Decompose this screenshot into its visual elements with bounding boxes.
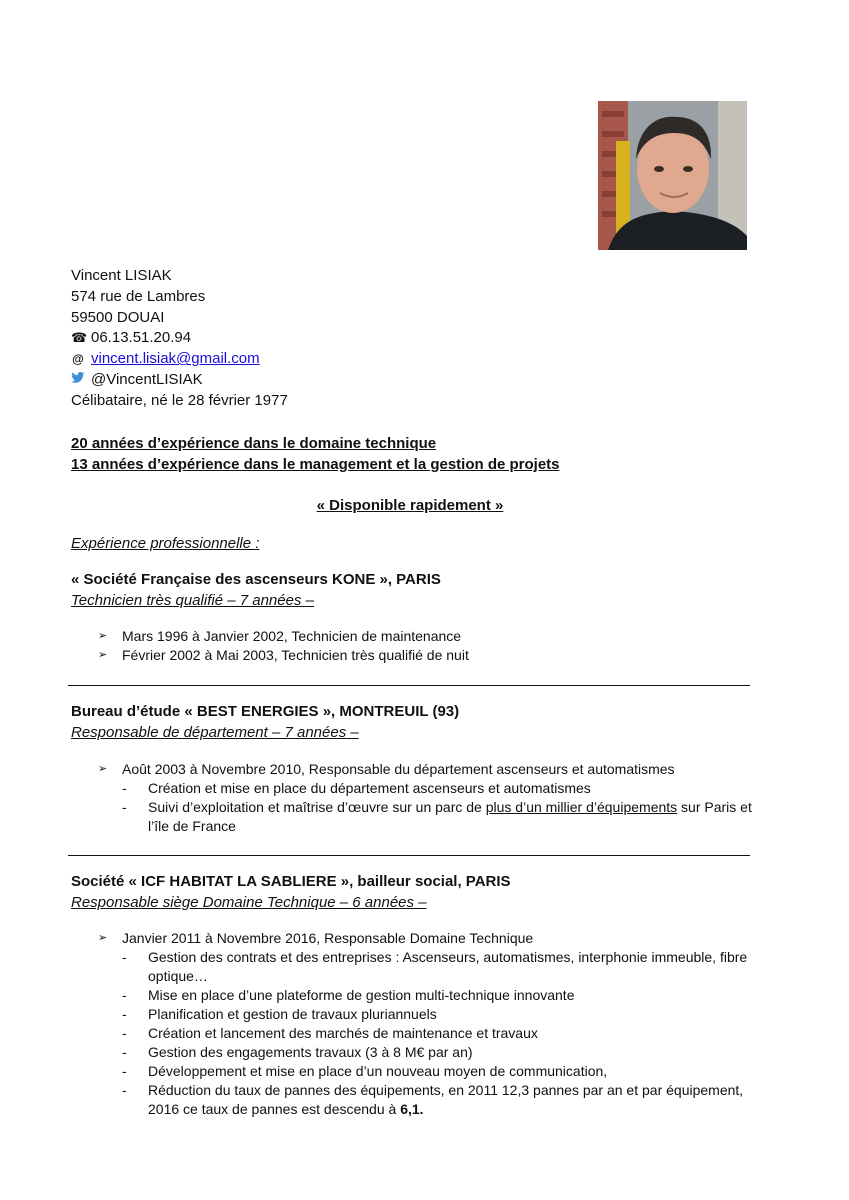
contact-street: 574 rue de Lambres (71, 287, 206, 305)
headlines (71, 434, 560, 476)
job-1-role: Technicien très qualifié – 7 années – (71, 592, 314, 609)
sub-item: - Développement et mise en place d’un nouveau moyen de communication, (122, 1063, 608, 1079)
contact-block (71, 266, 288, 412)
arrow-bullet-icon: ➢ (98, 932, 108, 944)
headline-2: 13 années d’expérience dans le management et la gestion de projets (71, 455, 560, 473)
job-3-role: Responsable siège Domaine Technique – 6 années – (71, 894, 427, 911)
job-2-header (71, 701, 459, 743)
contact-phone-row (71, 328, 288, 349)
sub-item: - Création et lancement des marchés de maintenance et travaux (122, 1025, 538, 1041)
contact-twitter-row (71, 370, 288, 391)
job-1-header (71, 569, 441, 611)
job-1-company: « Société Française des ascenseurs KONE », PARIS (71, 571, 441, 588)
list-item: ➢ Mars 1996 à Janvier 2002, Technicien de maintenance (98, 628, 462, 644)
arrow-bullet-icon: ➢ (98, 649, 108, 661)
sub-item: - Mise en place d’une plateforme de gestion multi-technique innovante (122, 987, 575, 1003)
profile-photo (598, 101, 747, 250)
job-2-role: Responsable de département – 7 années – (71, 724, 359, 741)
sub-item: - Création et mise en place du département ascenseurs et automatismes (122, 780, 591, 796)
sub-item: - Gestion des engagements travaux (3 à 8 M€ par an) (122, 1044, 473, 1060)
job-1-items (98, 627, 758, 665)
job-2-company: Bureau d’étude « BEST ENERGIES », MONTREUIL (93) (71, 703, 460, 720)
arrow-bullet-icon: ➢ (98, 763, 108, 775)
experience-section-title: Expérience professionnelle : (71, 535, 260, 552)
headline-1: 20 années d’expérience dans le domaine technique (71, 435, 437, 452)
job-3-items (98, 929, 758, 1119)
job-3-company: Société « ICF HABITAT LA SABLIERE », bailleur social, PARIS (71, 873, 511, 890)
contact-phone: 06.13.51.20.94 (91, 329, 192, 347)
sub-item: - Suivi d’exploitation et maîtrise d’œuvre sur un parc de plus d’un millier d’équipements sur Paris et l’île de France (122, 799, 752, 834)
divider (68, 685, 750, 686)
sub-item: - Réduction du taux de pannes des équipements, en 2011 12,3 pannes par an et par équipement, 2016 ce taux de pannes est descendu à 6,1. (122, 1082, 744, 1117)
sub-item: - Gestion des contrats et des entreprises : Ascenseurs, automatismes, interphonie immeuble, fibre optique… (122, 949, 748, 984)
contact-twitter: @VincentLISIAK (91, 370, 203, 388)
contact-name: Vincent LISIAK (71, 267, 172, 284)
contact-email-row (71, 349, 288, 370)
job-2-items (98, 760, 758, 836)
sub-item: - Planification et gestion de travaux pluriannuels (122, 1006, 437, 1022)
contact-email-link[interactable]: vincent.lisiak@gmail.com (91, 350, 260, 368)
at-icon: @ (72, 352, 84, 367)
twitter-icon (71, 370, 85, 391)
profile-photo-image (598, 101, 747, 250)
divider (68, 855, 750, 856)
phone-icon: ☎ (71, 330, 88, 346)
availability-note: « Disponible rapidement » (316, 497, 504, 514)
list-item: ➢ Février 2002 à Mai 2003, Technicien très qualifié de nuit (98, 647, 469, 663)
list-item: ➢ Janvier 2011 à Novembre 2016, Responsable Domaine Technique (98, 930, 534, 946)
list-item: ➢ Août 2003 à Novembre 2010, Responsable du département ascenseurs et automatismes (98, 761, 675, 777)
contact-status: Célibataire, né le 28 février 1977 (71, 391, 288, 409)
arrow-bullet-icon: ➢ (98, 630, 108, 642)
contact-city: 59500 DOUAI (71, 308, 165, 326)
job-3-header (71, 871, 511, 913)
